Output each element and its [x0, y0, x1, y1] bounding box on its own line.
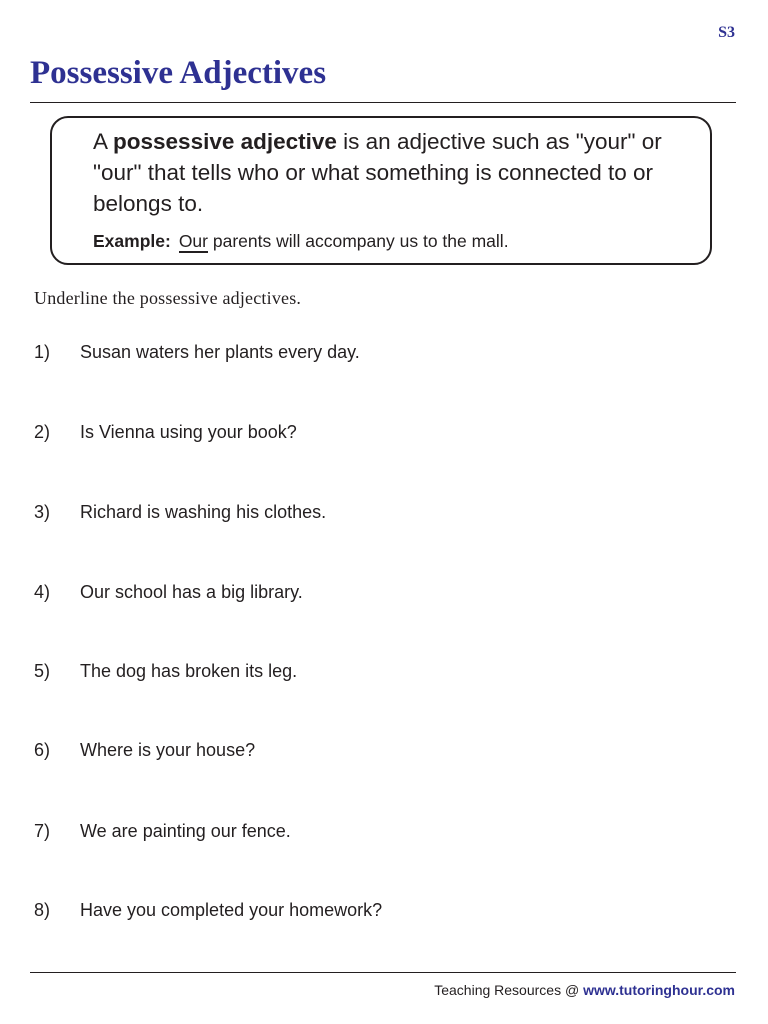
worksheet-code: S3: [718, 24, 735, 41]
question-item: [34, 582, 303, 603]
question-number: 3): [34, 502, 51, 522]
question-item: [34, 502, 326, 523]
question-text[interactable]: Is Vienna using your book?: [80, 422, 297, 442]
question-number: 5): [34, 661, 51, 681]
definition-intro: A: [93, 129, 114, 154]
question-text[interactable]: We are painting our fence.: [80, 821, 291, 841]
footer: [434, 982, 735, 998]
question-number: 6): [34, 740, 51, 760]
question-number: 2): [34, 422, 51, 442]
question-text[interactable]: Where is your house?: [80, 740, 256, 760]
question-number: 1): [34, 342, 51, 362]
question-number: 7): [34, 821, 51, 841]
question-item: [34, 821, 291, 842]
example-rest: parents will accompany us to the mall.: [208, 231, 509, 251]
footer-link[interactable]: www.tutoringhour.com: [583, 982, 735, 998]
footer-divider: [30, 972, 736, 973]
question-item: [34, 661, 297, 682]
question-text[interactable]: The dog has broken its leg.: [80, 661, 298, 681]
question-text[interactable]: Our school has a big library.: [80, 582, 303, 602]
question-item: [34, 342, 360, 363]
question-item: [34, 900, 382, 921]
instruction: Underline the possessive adjectives.: [34, 288, 302, 308]
question-text[interactable]: Susan waters her plants every day.: [80, 342, 360, 362]
definition-rest: is an adjective such as "your" or "our" that tells who or what something is connected to or belongs to.: [93, 129, 662, 216]
question-item: [34, 740, 255, 761]
example-label: Example:: [93, 231, 171, 251]
question-text[interactable]: Richard is washing his clothes.: [80, 502, 327, 522]
question-number: 8): [34, 900, 51, 920]
question-number: 4): [34, 582, 51, 602]
page-title: Possessive Adjectives: [30, 55, 327, 91]
question-text[interactable]: Have you completed your homework?: [80, 900, 383, 920]
example-underlined-word: Our: [178, 231, 208, 251]
question-item: [34, 422, 297, 443]
footer-prefix: Teaching Resources @: [434, 982, 584, 998]
definition-term: possessive adjective: [113, 129, 337, 154]
